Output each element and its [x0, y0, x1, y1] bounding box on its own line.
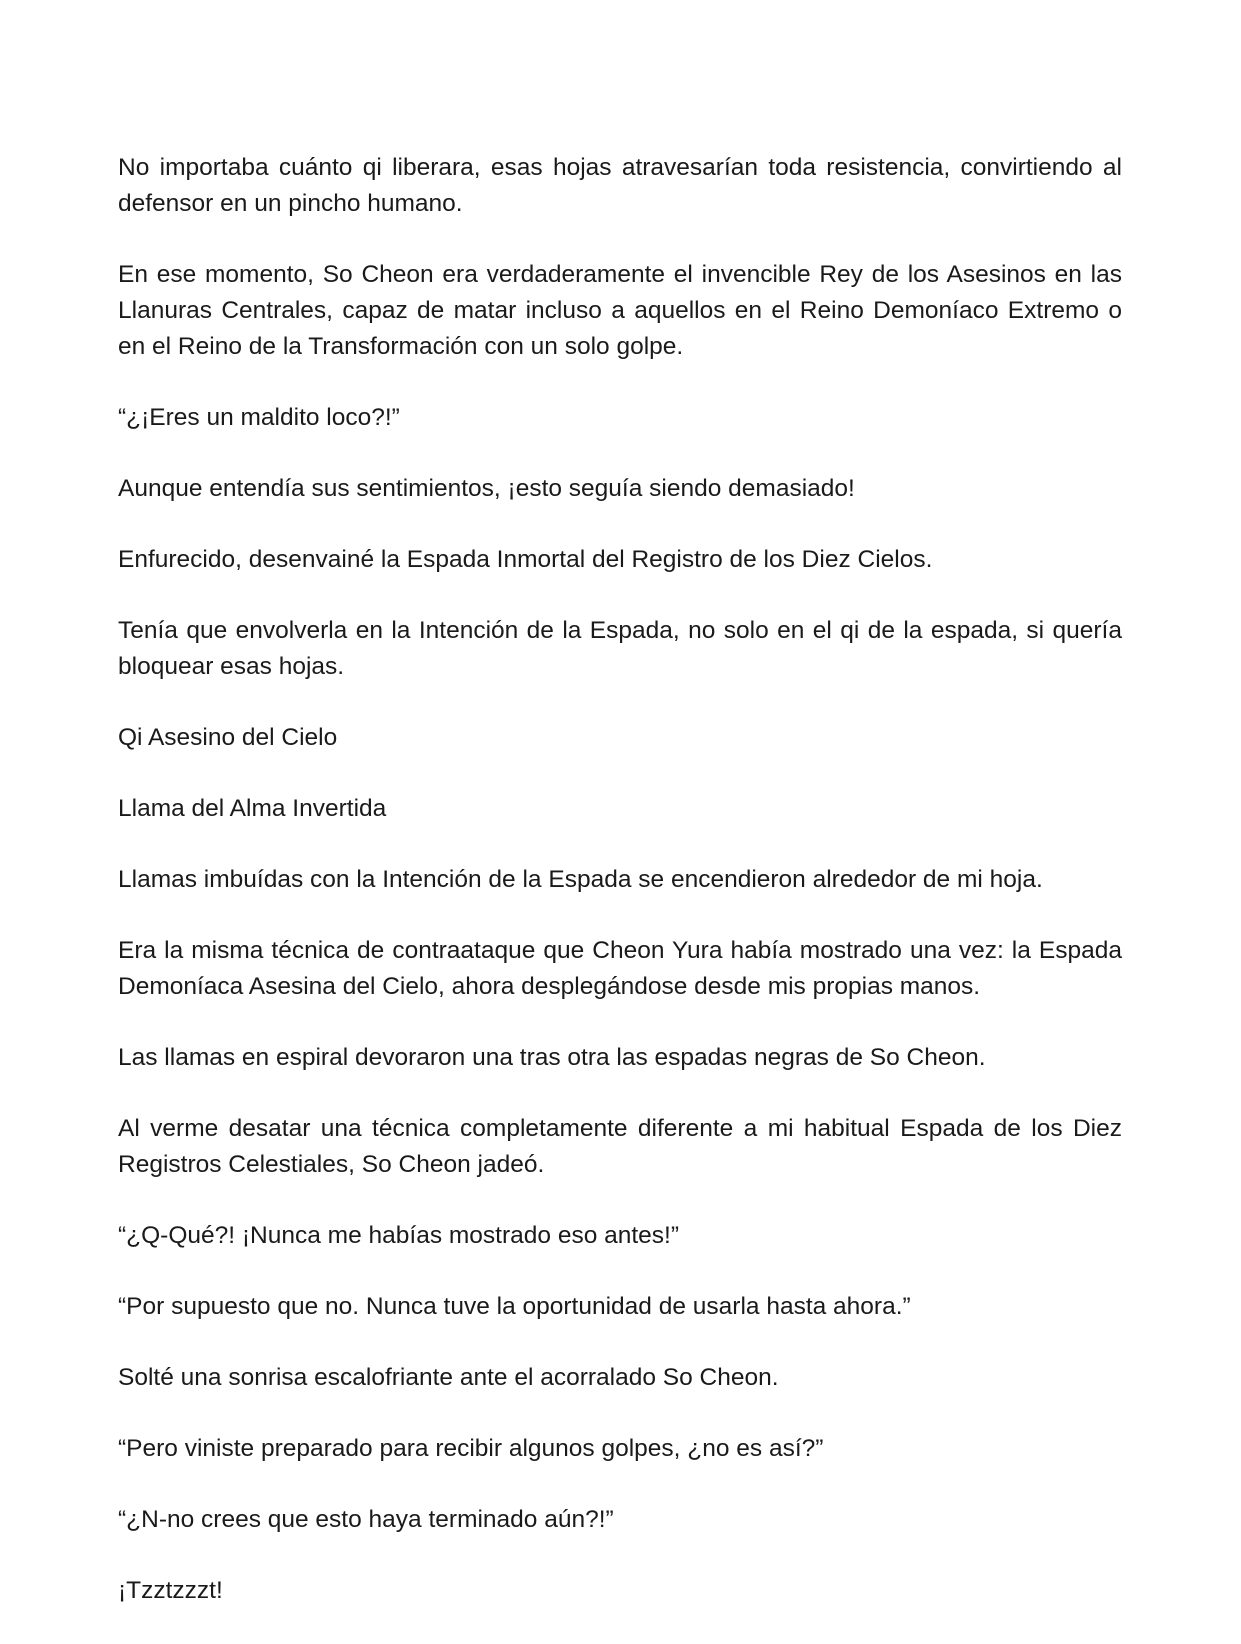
paragraph-11: Las llamas en espiral devoraron una tras otra las espadas negras de So Cheon. — [118, 1044, 986, 1071]
paragraph-12: Al verme desatar una técnica completamente diferente a mi habitual Espada de los Diez Registros Celestiales, So Cheon jadeó. — [118, 1115, 1122, 1178]
paragraph-17: “¿N-no crees que esto haya terminado aún?!” — [118, 1506, 614, 1533]
paragraph-16: “Pero viniste preparado para recibir algunos golpes, ¿no es así?” — [118, 1435, 824, 1462]
paragraph-18: ¡Tzztzzzt! — [118, 1577, 223, 1604]
paragraph-4: Aunque entendía sus sentimientos, ¡esto seguía siendo demasiado! — [118, 475, 855, 502]
paragraph-8: Llama del Alma Invertida — [118, 795, 387, 822]
paragraph-7: Qi Asesino del Cielo — [118, 724, 338, 751]
paragraph-13: “¿Q-Qué?! ¡Nunca me habías mostrado eso antes!” — [118, 1222, 680, 1249]
paragraph-14: “Por supuesto que no. Nunca tuve la oportunidad de usarla hasta ahora.” — [118, 1293, 911, 1320]
paragraph-2: En ese momento, So Cheon era verdaderamente el invencible Rey de los Asesinos en las Llanuras Centrales, capaz de matar incluso a aquellos en el Reino Demoníaco Extremo o en el Reino de la Transformación con un solo golpe. — [118, 261, 1122, 360]
paragraph-5: Enfurecido, desenvainé la Espada Inmortal del Registro de los Diez Cielos. — [118, 546, 933, 573]
paragraph-9: Llamas imbuídas con la Intención de la Espada se encendieron alrededor de mi hoja. — [118, 866, 1043, 893]
paragraph-15: Solté una sonrisa escalofriante ante el acorralado So Cheon. — [118, 1364, 779, 1391]
paragraph-10: Era la misma técnica de contraataque que Cheon Yura había mostrado una vez: la Espada Demoníaca Asesina del Cielo, ahora desplegándose desde mis propias manos. — [118, 937, 1122, 1000]
document-body — [118, 150, 1122, 1644]
paragraph-1: No importaba cuánto qi liberara, esas hojas atravesarían toda resistencia, convirtiendo al defensor en un pincho humano. — [118, 154, 1122, 217]
paragraph-6: Tenía que envolverla en la Intención de la Espada, no solo en el qi de la espada, si quería bloquear esas hojas. — [118, 617, 1122, 680]
paragraph-3: “¿¡Eres un maldito loco?!” — [118, 404, 400, 431]
